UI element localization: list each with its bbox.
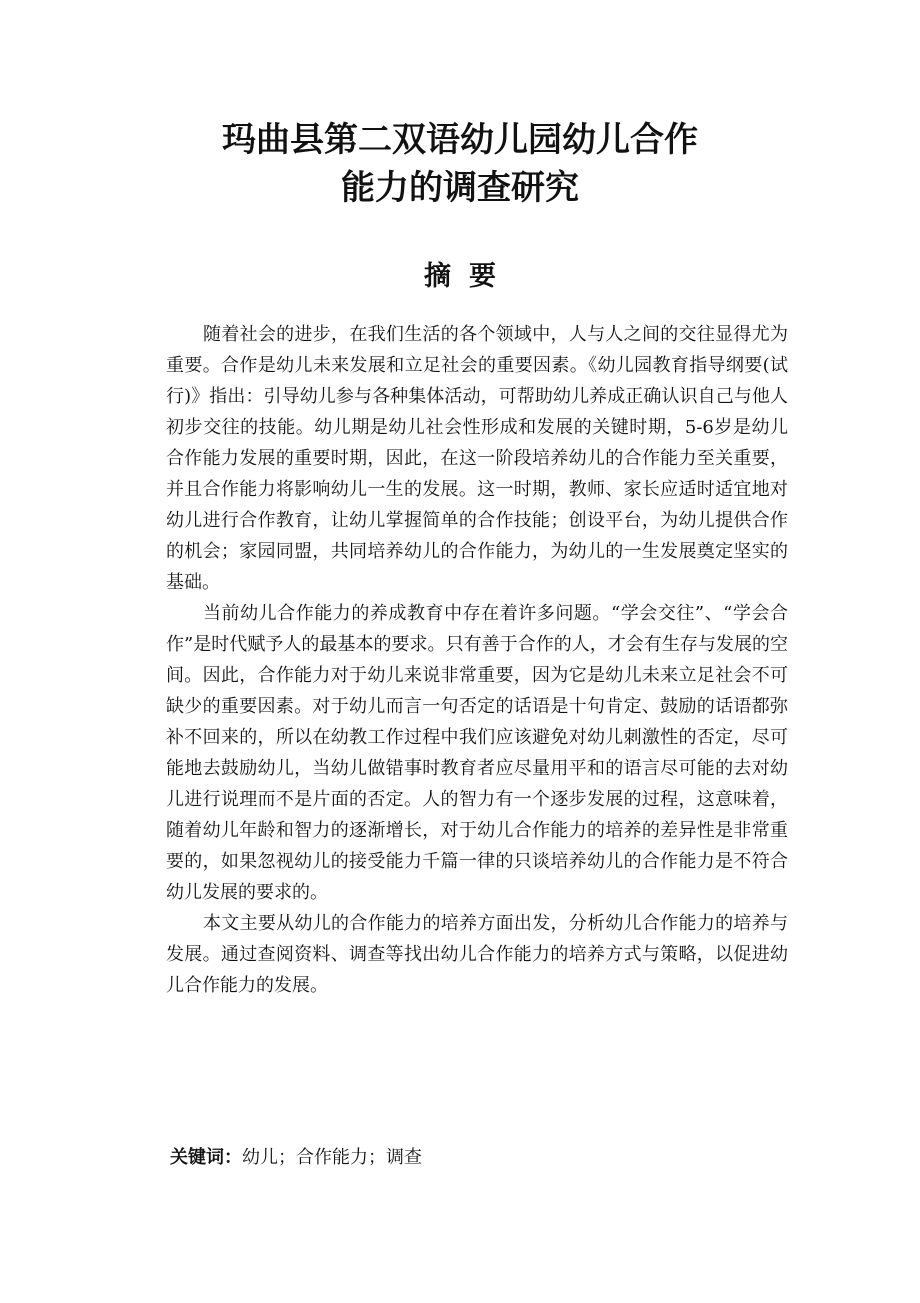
- abstract-heading: 摘要: [424, 261, 514, 292]
- keywords-value: 幼儿；合作能力；调查: [242, 1147, 422, 1168]
- abstract-body: [166, 319, 788, 1001]
- abstract-paragraph-2: 当前幼儿合作能力的养成教育中存在着许多问题。“学会交往”、“学会合作”是时代赋予人的最基本的要求。只有善于合作的人，才会有生存与发展的空间。因此，合作能力对于幼儿来说非常重要，因为它是幼儿未来立足社会不可缺少的重要因素。对于幼儿而言一句否定的话语是十句肯定、鼓励的话语都弥补不回来的，所以在幼教工作过程中我们应该避免对幼儿刺激性的否定，尽可能地去鼓励幼儿，当幼儿做错事时教育者应尽量用平和的语言尽可能的去对幼儿进行说理而不是片面的否定。人的智力有一个逐步发展的过程，这意味着，随着幼儿年龄和智力的逐渐增长，对于幼儿合作能力的培养的差异性是非常重要的，如果忽视幼儿的接受能力千篇一律的只谈培养幼儿的合作能力是不符合幼儿发展的要求的。: [166, 603, 788, 903]
- abstract-paragraph-3: 本文主要从幼儿的合作能力的培养方面出发，分析幼儿合作能力的培养与发展。通过查阅资料、调查等找出幼儿合作能力的培养方式与策略，以促进幼儿合作能力的发展。: [166, 913, 788, 996]
- abstract-paragraph-1: 随着社会的进步，在我们生活的各个领域中，人与人之间的交往显得尤为重要。合作是幼儿未来发展和立足社会的重要因素。《幼儿园教育指导纲要(试行)》指出：引导幼儿参与各种集体活动，可帮助幼儿养成正确认识自己与他人初步交往的技能。幼儿期是幼儿社会性形成和发展的关键时期，5-6岁是幼儿合作能力发展的重要时期，因此，在这一阶段培养幼儿的合作能力至关重要，并且合作能力将影响幼儿一生的发展。这一时期，教师、家长应适时适宜地对幼儿进行合作教育，让幼儿掌握简单的合作技能；创设平台，为幼儿提供合作的机会；家园同盟，共同培养幼儿的合作能力，为幼儿的一生发展奠定坚实的基础。: [166, 324, 788, 593]
- keywords-label: 关键词：: [170, 1147, 242, 1168]
- document-title-line-2: 能力的调查研究: [341, 168, 579, 208]
- keywords-line: [170, 1144, 422, 1172]
- document-title-line-1: 玛曲县第二双语幼儿园幼儿合作: [222, 120, 698, 160]
